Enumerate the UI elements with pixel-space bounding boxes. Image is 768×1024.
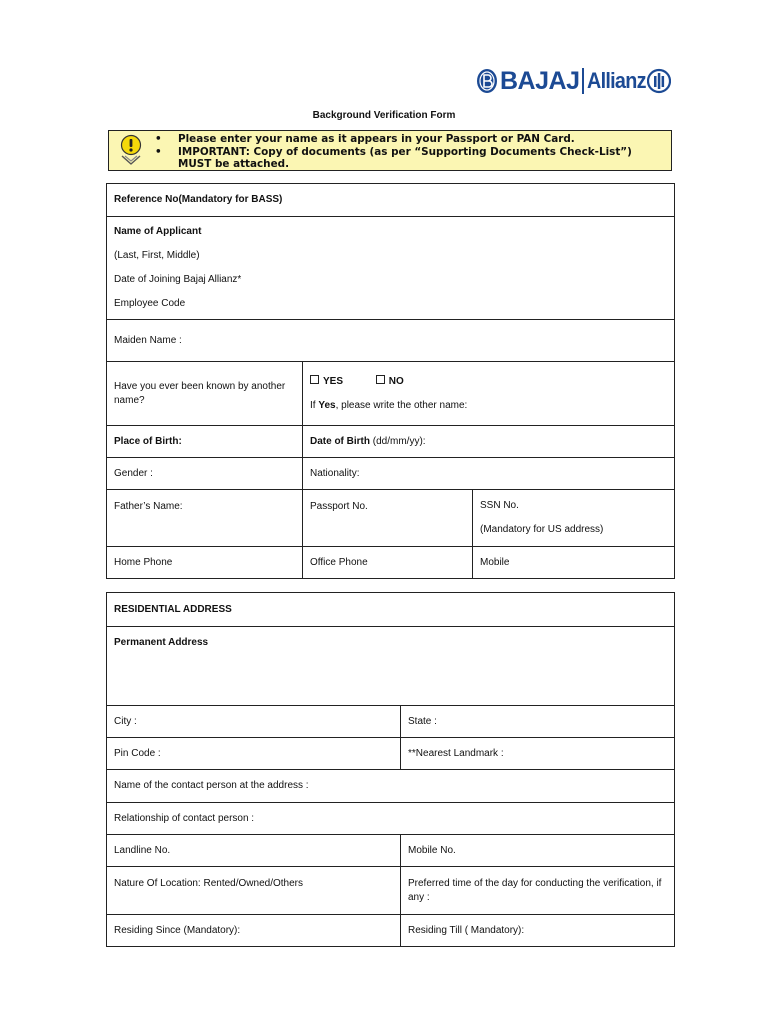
logo-separator xyxy=(582,68,584,94)
landline-field[interactable]: Landline No. xyxy=(107,835,401,867)
date-of-birth-field[interactable]: Date of Birth (dd/mm/yy): xyxy=(303,426,675,458)
home-phone-field[interactable]: Home Phone xyxy=(107,547,303,579)
residing-till-field[interactable]: Residing Till ( Mandatory): xyxy=(401,915,675,947)
nationality-field[interactable]: Nationality: xyxy=(303,458,675,490)
place-of-birth-field[interactable]: Place of Birth: xyxy=(107,426,303,458)
notice-item: • IMPORTANT: Copy of documents (as per “Supporting Documents Check-List”) MUST be attached. xyxy=(155,145,632,170)
no-checkbox[interactable] xyxy=(376,376,434,387)
name-format-label: (Last, First, Middle) xyxy=(114,250,200,261)
form-title: Background Verification Form xyxy=(312,110,456,121)
name-of-applicant-label: Name of Applicant xyxy=(114,226,202,237)
employee-code-label: Employee Code xyxy=(114,298,186,309)
residential-address-heading: RESIDENTIAL ADDRESS xyxy=(107,593,675,627)
ssn-number-field[interactable]: SSN No. (Mandatory for US address) xyxy=(473,490,675,547)
contact-person-field[interactable]: Name of the contact person at the address : xyxy=(107,770,675,803)
brand-name-allianz: Allianz xyxy=(587,68,647,93)
yes-checkbox-box[interactable] xyxy=(310,375,319,384)
allianz-emblem-icon xyxy=(647,68,671,94)
nature-of-location-field[interactable]: Nature Of Location: Rented/Owned/Others xyxy=(107,867,401,915)
notice-item: • Please enter your name as it appears in your Passport or PAN Card. xyxy=(155,133,575,145)
other-name-question: Have you ever been known by another name? xyxy=(107,362,303,426)
fathers-name-field[interactable]: Father’s Name: xyxy=(107,490,303,547)
gender-field[interactable]: Gender : xyxy=(107,458,303,490)
permanent-address-field[interactable]: Permanent Address xyxy=(107,627,675,706)
other-name-answer xyxy=(303,362,675,426)
nearest-landmark-field[interactable]: **Nearest Landmark : xyxy=(401,738,675,770)
state-field[interactable]: State : xyxy=(401,706,675,738)
reference-number-field[interactable]: Reference No(Mandatory for BASS) xyxy=(107,184,675,217)
office-phone-field[interactable]: Office Phone xyxy=(303,547,473,579)
passport-number-field[interactable]: Passport No. xyxy=(303,490,473,547)
no-checkbox-label: NO xyxy=(388,375,404,387)
mobile-number-field[interactable]: Mobile No. xyxy=(401,835,675,867)
date-of-joining-label: Date of Joining Bajaj Allianz* xyxy=(114,274,242,285)
pin-code-field[interactable]: Pin Code : xyxy=(107,738,401,770)
other-name-field[interactable]: If Yes, please write the other name: xyxy=(310,399,468,411)
applicant-details-field[interactable] xyxy=(107,217,675,320)
city-field[interactable]: City : xyxy=(107,706,401,738)
maiden-name-field[interactable]: Maiden Name : xyxy=(107,320,675,362)
relationship-field[interactable]: Relationship of contact person : xyxy=(107,803,675,835)
preferred-time-field[interactable]: Preferred time of the day for conducting the verification, if any : xyxy=(401,867,675,915)
yes-checkbox[interactable] xyxy=(310,376,373,387)
instructions-notice xyxy=(108,130,672,171)
no-checkbox-box[interactable] xyxy=(376,375,385,384)
residential-address-table xyxy=(106,592,675,947)
mobile-field[interactable]: Mobile xyxy=(473,547,675,579)
bajaj-emblem-icon xyxy=(476,68,498,94)
brand-name-bajaj: BAJAJ xyxy=(500,66,580,95)
residing-since-field[interactable]: Residing Since (Mandatory): xyxy=(107,915,401,947)
yes-checkbox-label: YES xyxy=(323,375,344,387)
bajaj-allianz-logo xyxy=(476,62,688,100)
personal-details-table xyxy=(106,183,675,579)
warning-icon xyxy=(117,134,145,166)
